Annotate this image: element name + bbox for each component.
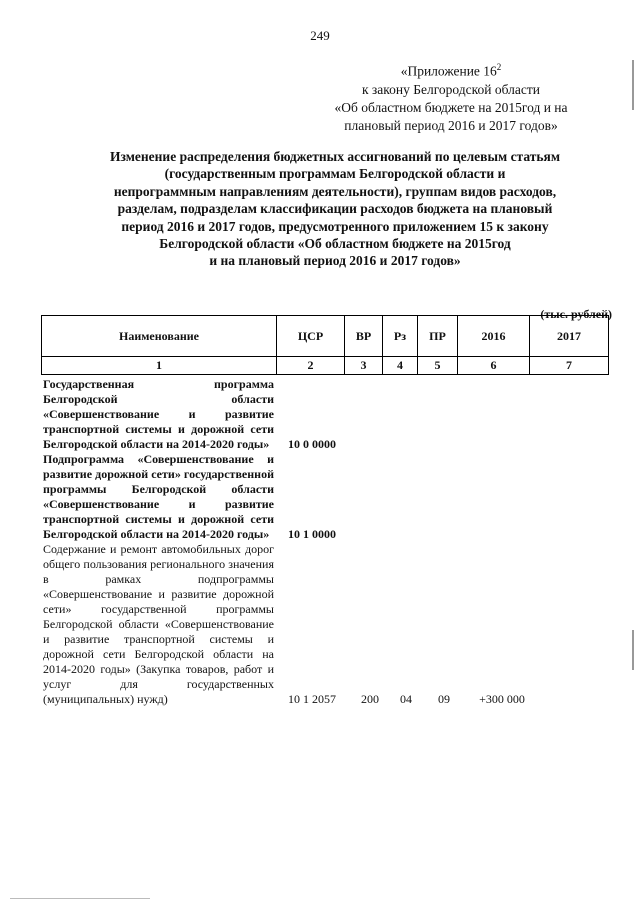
column-number: 6 bbox=[458, 357, 530, 375]
row-amount-2016: +300 000 bbox=[479, 692, 525, 706]
row-name: Содержание и ремонт автомобильных дорог общего пользования регионального значения в рамках подпрограммы «Совершенствование и развитие дорожной сети» государственной программы Белгородской области «Совершенствование и развитие транспортной системы и дорожной сети Белгородской области на 2014-2020 годы» (Закупка товаров, работ и услуг для государственных (муниципальных) нужд) bbox=[43, 542, 274, 706]
table-row bbox=[43, 542, 613, 707]
table-body bbox=[43, 377, 613, 707]
appendix-line-3: «Об областном бюджете на 2015год и на bbox=[334, 99, 568, 115]
header-2017: 2017 bbox=[530, 316, 609, 357]
budget-table-header bbox=[41, 315, 609, 375]
page-number: 249 bbox=[310, 28, 330, 43]
column-number: 3 bbox=[345, 357, 383, 375]
document-title bbox=[70, 148, 600, 270]
row-csr: 10 0 0000 bbox=[288, 437, 336, 451]
column-number: 1 bbox=[42, 357, 277, 375]
column-number: 2 bbox=[277, 357, 345, 375]
scan-edge-mark bbox=[632, 630, 634, 670]
header-name: Наименование bbox=[42, 316, 277, 357]
row-name: Государственная программа Белгородской области «Совершенствование и развитие транспортной системы и дорожной сети Белгородской области на 2014-2020 годы» bbox=[43, 377, 274, 451]
table-row bbox=[43, 452, 613, 542]
column-number-row bbox=[42, 357, 609, 375]
appendix-title: «Приложение 16 bbox=[400, 63, 497, 79]
appendix-line-2: к закону Белгородской области bbox=[362, 81, 540, 97]
title-line: непрограммным направлениям деятельности), группам видов расходов, bbox=[113, 183, 557, 199]
scan-edge-mark bbox=[10, 898, 150, 899]
appendix-line-1 bbox=[306, 58, 596, 81]
column-number: 4 bbox=[383, 357, 418, 375]
title-line: период 2016 и 2017 годов, предусмотренного приложением 15 к закону bbox=[121, 218, 549, 234]
header-csr: ЦСР bbox=[277, 316, 345, 357]
table-row bbox=[43, 377, 613, 452]
column-number: 7 bbox=[530, 357, 609, 375]
title-line: Белгородской области «Об областном бюджете на 2015год bbox=[159, 236, 511, 252]
appendix-line-4: плановый период 2016 и 2017 годов» bbox=[344, 117, 558, 133]
row-vr: 200 bbox=[361, 692, 379, 706]
row-pr: 09 bbox=[438, 692, 450, 706]
header-pr: ПР bbox=[418, 316, 458, 357]
title-line: разделам, подразделам классификации расходов бюджета на плановый bbox=[117, 201, 553, 217]
title-line: (государственным программам Белгородской области и bbox=[164, 166, 506, 182]
appendix-header bbox=[306, 58, 596, 135]
row-name: Подпрограмма «Совершенствование и развитие дорожной сети» государственной программы Белгородской области «Совершенствование и развитие транспортной системы и дорожной сети Белгородской области на 2014-2020 годы» bbox=[43, 452, 274, 541]
header-2016: 2016 bbox=[458, 316, 530, 357]
header-row bbox=[42, 316, 609, 357]
header-vr: ВР bbox=[345, 316, 383, 357]
column-number: 5 bbox=[418, 357, 458, 375]
scan-edge-mark bbox=[632, 60, 634, 110]
header-rz: Рз bbox=[383, 316, 418, 357]
row-csr: 10 1 0000 bbox=[288, 527, 336, 541]
units-label: (тыс. рублей) bbox=[540, 307, 612, 321]
title-line: Изменение распределения бюджетных ассигнований по целевым статьям bbox=[109, 149, 561, 164]
title-line: и на плановый период 2016 и 2017 годов» bbox=[209, 253, 461, 269]
row-csr: 10 1 2057 bbox=[288, 692, 336, 706]
row-rz: 04 bbox=[400, 692, 412, 706]
appendix-superscript: 2 bbox=[496, 62, 502, 72]
